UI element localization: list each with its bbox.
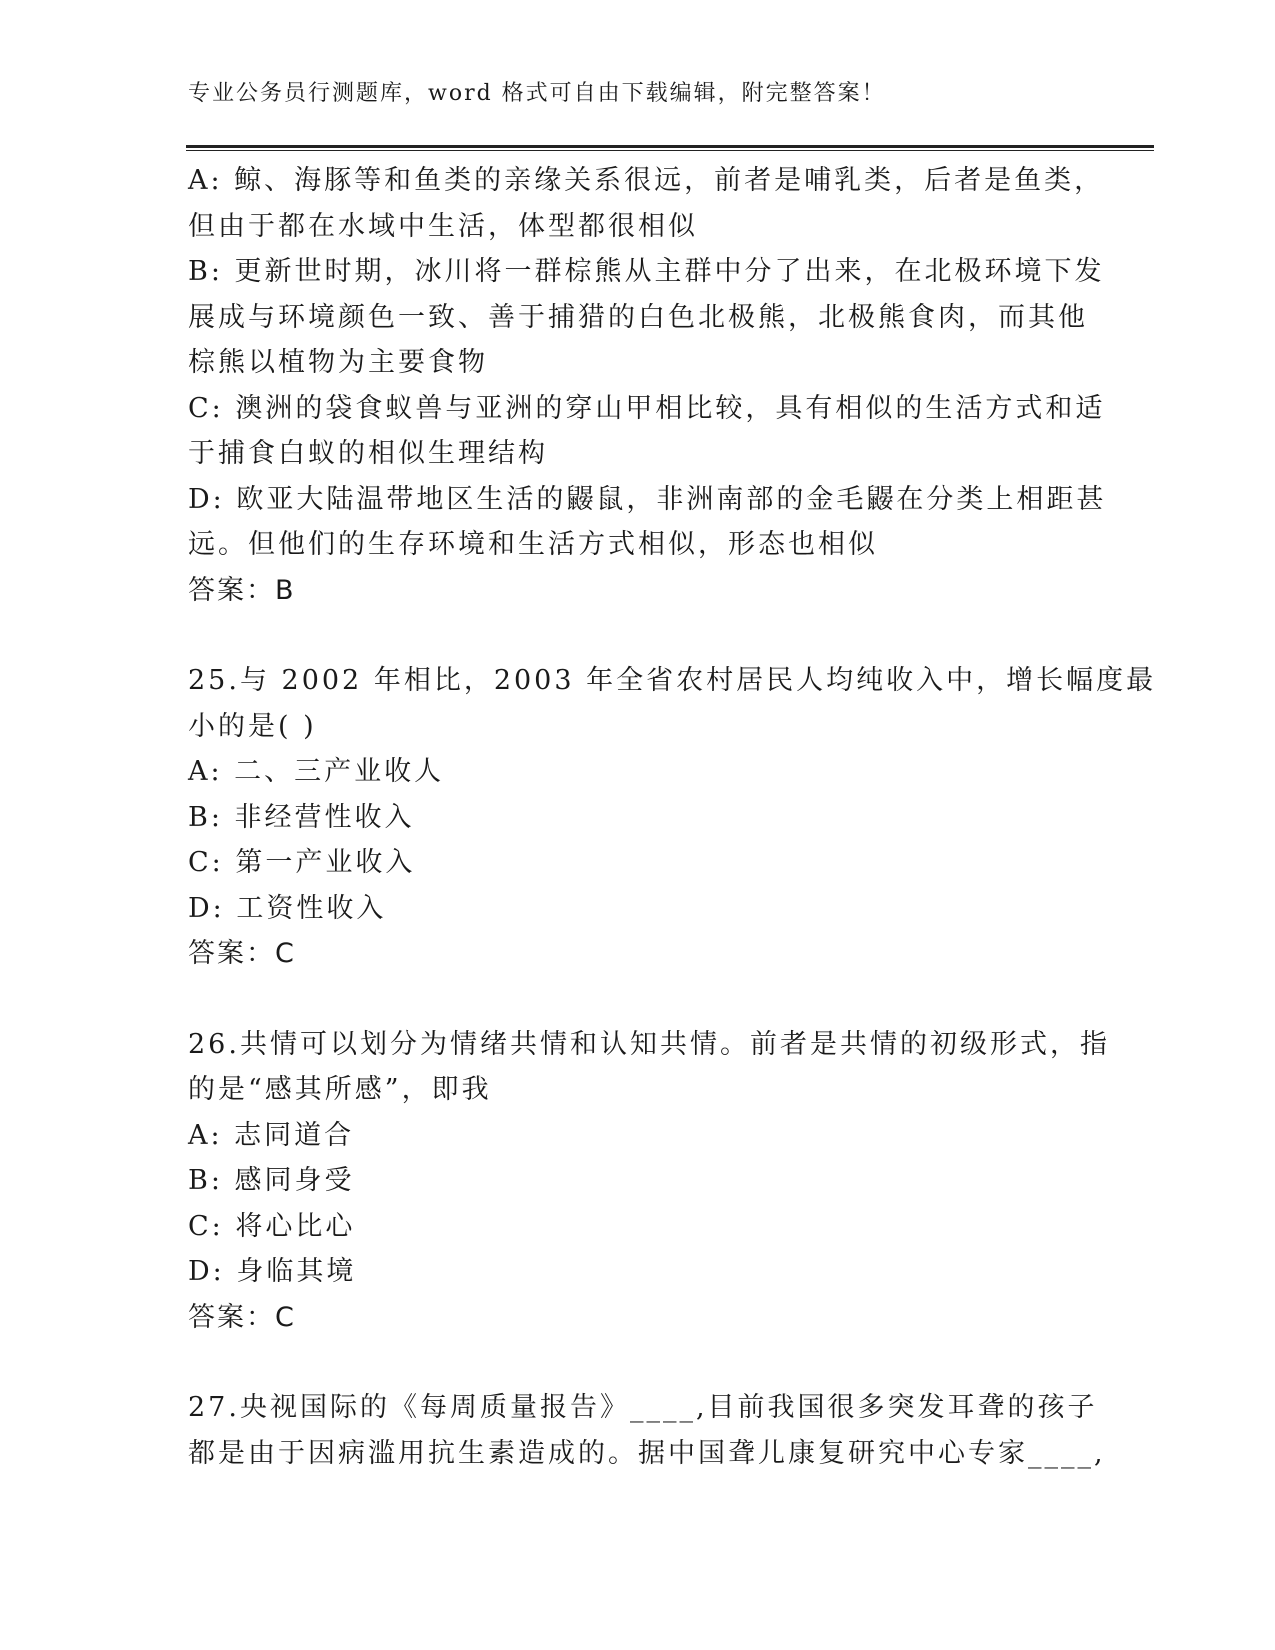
answer-line: 答案：B <box>188 574 296 606</box>
option-d: D: 工资性收入 <box>188 892 387 924</box>
question-stem: 27.央视国际的《每周质量报告》____,目前我国很多突发耳聋的孩子 <box>188 1392 1098 1423</box>
question-stem: 都是由于因病滥用抗生素造成的。据中国聋儿康复研究中心专家____, <box>188 1437 1106 1469</box>
question-27-block <box>188 1385 1106 1476</box>
option-line: 于捕食白蚁的相似生理结构 <box>188 438 548 469</box>
question-stem: 25.与 2002 年相比，2003 年全省农村居民人均纯收入中，增长幅度最 <box>188 665 1157 696</box>
question-26-block <box>188 1022 1110 1341</box>
question-spacer <box>188 613 1088 658</box>
option-line: 远。但他们的生存环境和生活方式相似，形态也相似 <box>188 529 878 560</box>
option-line: B: 更新世时期，冰川将一群棕熊从主群中分了出来，在北极环境下发 <box>188 256 1105 287</box>
question-spacer <box>188 977 1088 1022</box>
question-stem: 的是“感其所感”，即我 <box>188 1074 492 1105</box>
question-25-block <box>188 658 1157 977</box>
option-b: B: 非经营性收入 <box>188 801 415 833</box>
option-a: A: 志同道合 <box>188 1119 355 1151</box>
answer-line: 答案：C <box>188 1301 296 1333</box>
document-body <box>188 158 1157 1476</box>
option-line: 展成与环境颜色一致、善于捕猎的白色北极熊，北极熊食肉，而其他 <box>188 301 1088 333</box>
option-c: C: 将心比心 <box>188 1210 356 1242</box>
option-line: D: 欧亚大陆温带地区生活的鼹鼠，非洲南部的金毛鼹在分类上相距甚 <box>188 483 1107 515</box>
question-stem: 26.共情可以划分为情绪共情和认知共情。前者是共情的初级形式，指 <box>188 1028 1110 1060</box>
question-spacer <box>188 1340 1088 1385</box>
header-rule <box>186 145 1154 151</box>
answer-line: 答案：C <box>188 938 296 969</box>
option-line: C: 澳洲的袋食蚁兽与亚洲的穿山甲相比较，具有相似的生活方式和适 <box>188 392 1106 424</box>
option-d: D: 身临其境 <box>188 1256 357 1287</box>
option-line: A: 鲸、海豚等和鱼类的亲缘关系很远，前者是哺乳类，后者是鱼类， <box>188 165 1105 196</box>
option-a: A: 二、三产业收人 <box>188 756 445 787</box>
question-24-block <box>188 158 1107 613</box>
option-b: B: 感同身受 <box>188 1165 355 1196</box>
option-c: C: 第一产业收入 <box>188 847 416 878</box>
option-line: 但由于都在水域中生活，体型都很相似 <box>188 210 698 242</box>
option-line: 棕熊以植物为主要食物 <box>188 347 488 378</box>
page-header: 专业公务员行测题库，word 格式可自由下载编辑，附完整答案！ <box>188 81 886 106</box>
question-stem: 小的是( ) <box>188 710 317 742</box>
